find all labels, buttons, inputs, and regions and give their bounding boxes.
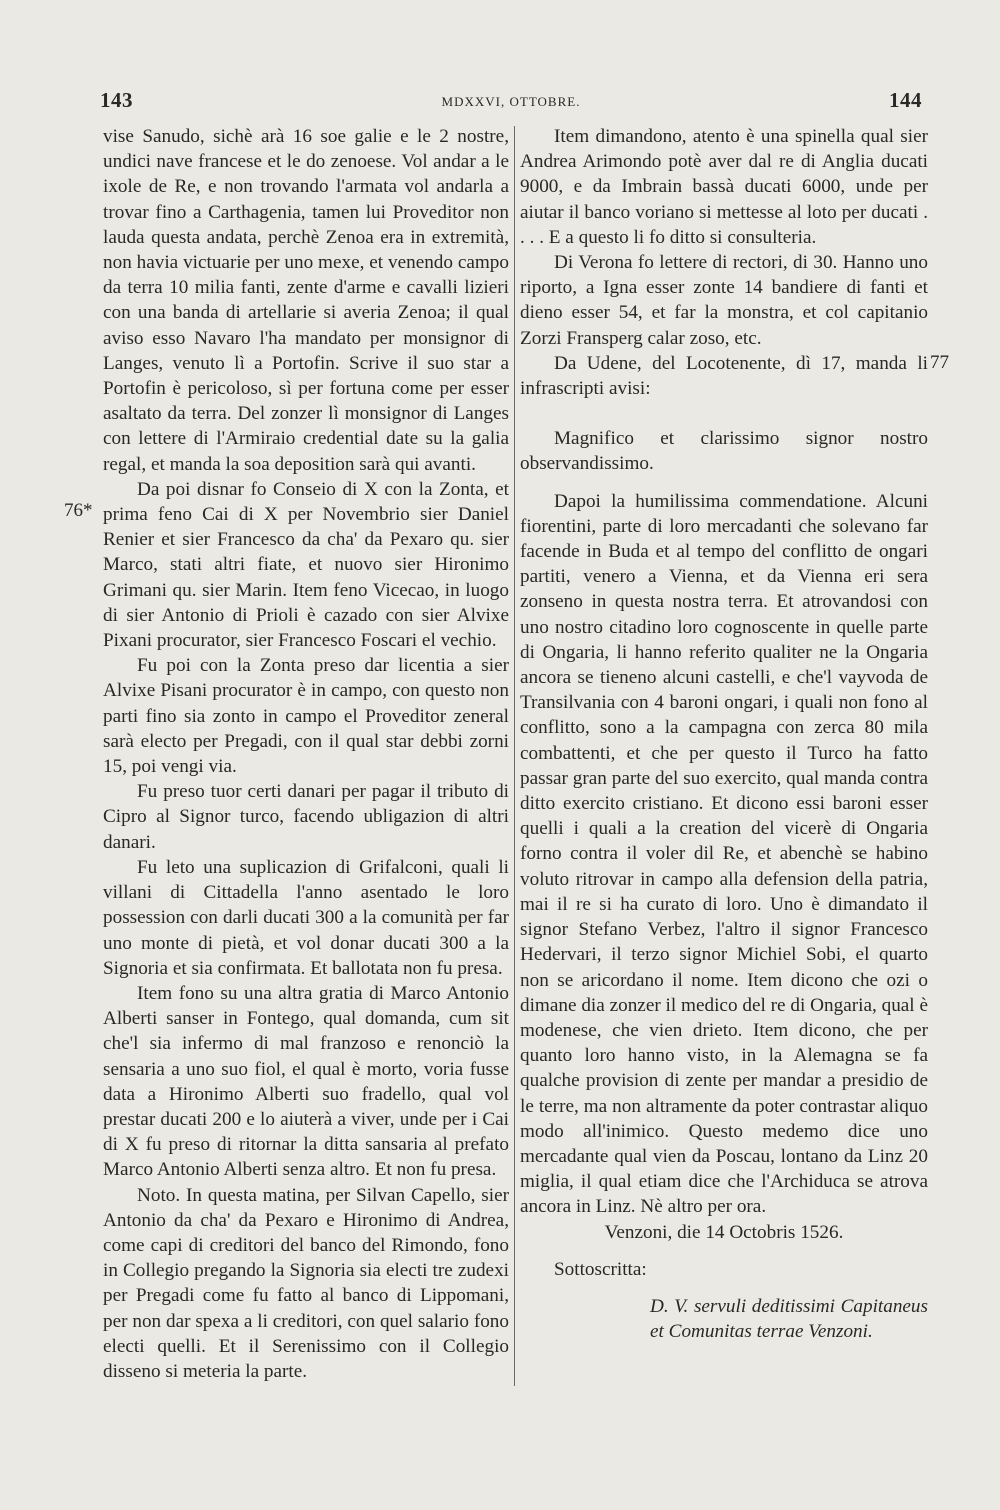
page-number-right: 144 <box>889 88 922 112</box>
margin-number-left: 76* <box>64 500 93 521</box>
paragraph: Fu poi con la Zonta preso dar licentia a sier Alvixe Pisani procurator è in campo, con questo non parti fino sia zonto in campo el Proveditor zeneral sarà electo per Pregadi, con il qual star debbi zorni 15, poi vengi via. <box>103 655 509 778</box>
right-column <box>520 124 928 1344</box>
letter-body: Dapoi la humilissima commendatione. Alcuni fiorentini, parte di loro mercadanti che solevano far facende in Buda et al tempo del conflitto de ongari partiti, venero a Vienna, et da Vienna eri sera zonseno in questa nostra terra. Et atrovandosi con uno nostro citadino loro cognoscente in quelle parte di Ongaria, li hanno referito qualiter ne la Ongaria ancora se tieneno alcuni castelli, e che'l vayvoda de Transilvania con 4 baroni ongari, i quali non fono al conflitto, sono a la campagna con zerca 80 mila combattenti, et che per questo il Turco ha fatto passar gran parte del suo exercito, qual manda contra ditto exercito cristiano. Et dicono essi baroni esser quelli i quali a la creation del vicerè di Ongaria forno contra il voler dil Re, et abenchè se habino voluto ritrovar in campo alla defension della patria, mai il re si ha curato di loro. Uno è dimandato il signor Stefano Verbez, l'altro il signor Francesco Hedervari, il terzo signor Michiel Sobi, el quarto non se aricordano il nome. Item dicono che ozi o dimane dia zonzer il medico del re di Ongaria, qual è modenese, che vien drieto. Item dicono, che per quanto loro hanno visto, in la Alemagna se fa qualche provision di zente per mandar a presidio de le terre, ma non altramente da poter contrastar aliquo modo all'inimico. Questo medemo dice uno mercadante qual vien da Poscau, lontano da Linz 20 miglia, il qual etiam dice che l'Archiduca se atrova ancora in Linz. Nè altro per ora. <box>520 490 928 1218</box>
paragraph: Fu preso tuor certi danari per pagar il tributo di Cipro al Signor turco, facendo ubligazion di altri danari. <box>103 781 509 853</box>
letter-signature: D. V. servuli deditissimi Capitaneus et Comunitas terrae Venzoni. <box>650 1295 928 1343</box>
letter-subscription: Sottoscritta: <box>554 1258 647 1280</box>
letter-date: Venzoni, die 14 Octobris 1526. <box>604 1221 844 1243</box>
page-number-left: 143 <box>100 88 133 112</box>
paragraph: Item fono su una altra gratia di Marco Antonio Alberti sanser in Fontego, qual domanda, cum sit che'l sia infermo di mal franzoso e renonciò la sensaria a uno suo fiol, el qual è morto, voria fusse data a Hironimo Alberti suo fradello, qual vol prestar ducati 200 e lo aiuterà a viver, unde per i Cai di X fu preso di ritornar la ditta sansaria al prefato Marco Antonio Alberti senza altro. Et non fu presa. <box>103 982 509 1181</box>
paragraph: Da Udene, del Locotenente, dì 17, manda li infrascripti avisi: <box>520 352 928 400</box>
left-column <box>103 124 509 1384</box>
page-header <box>100 88 922 118</box>
paragraph: Da poi disnar fo Conseio di X con la Zonta, et prima feno Cai di X per Novembrio sier Daniel Renier et sier Francesco da cha' da Pexaro qu. sier Marco, stati altri fiate, et nuovo sier Hironimo Grimani qu. sier Marin. Item feno Vicecao, in luogo di sier Antonio di Prioli è cazado con sier Alvixe Pixani procurator, sier Francesco Foscari el vechio. <box>103 478 509 652</box>
paragraph: Item dimandono, atento è una spinella qual sier Andrea Arimondo potè aver dal re di Anglia ducati 9000, e da Imbrain bassà ducati 6000, unde per aiutar il banco voriano si mettesse al loto per ducati . . . . E a questo li fo ditto si consulteria. <box>520 126 928 248</box>
paragraph: Di Verona fo lettere di rectori, di 30. Hanno uno riporto, a Igna esser zonte 14 bandiere di fanti et dieno esser 54, et far la monstra, et col capitanio Zorzi Fransperg calar zoso, etc. <box>520 252 928 349</box>
margin-number-right: 77 <box>930 352 949 373</box>
column-divider <box>514 126 515 1386</box>
running-title: MDXXVI, OTTOBRE. <box>441 94 581 109</box>
paragraph: vise Sanudo, sichè arà 16 soe galie e le 2 nostre, undici nave francese et le do zenoese. Vol andar a le ixole de Re, e non trovando l'armata vol andarla a trovar fino a Carthagenia, tamen lui Proveditor non lauda questa andata, perchè Zenoa era in extremità, non havia victuarie per uno mexe, et venendo campo da terra 10 milia fanti, zente d'arme e cavalli lizieri con una banda di artellarie si averia Zenoa; il qual aviso esso Navaro l'ha mandato per monsignor di Langes, venuto lì a Portofin. Scrive il suo star a Portofin è pericoloso, sì per fortuna come per esser asaltato da terra. Del zonzer lì monsignor di Langes con lettere di l'Armiraio credential date su la galia regal, et manda la soa deposition sarà qui avanti. <box>103 126 509 475</box>
paragraph: Noto. In questa matina, per Silvan Capello, sier Antonio da cha' da Pexaro e Hironimo di Andrea, come capi di creditori del banco del Rimondo, fono in Collegio pregando la Signoria sia electi tre zudexi per Pregadi come fu fatto al banco di Lippomani, per non dar spexa a li creditori, con quel salario fono electi quelli. Et il Serenissimo con il Collegio disseno si meteria la parte. <box>103 1184 509 1382</box>
paragraph: Fu leto una suplicazion di Grifalconi, quali li villani di Cittadella l'anno asentado le loro possession con darli ducati 300 a la comunità per far uno monte di pietà, et vol donar ducati 300 a la Signoria et sia confirmata. Et ballotata non fu presa. <box>103 856 509 979</box>
letter-salutation: Magnifico et clarissimo signor nostro observandissimo. <box>520 428 928 475</box>
